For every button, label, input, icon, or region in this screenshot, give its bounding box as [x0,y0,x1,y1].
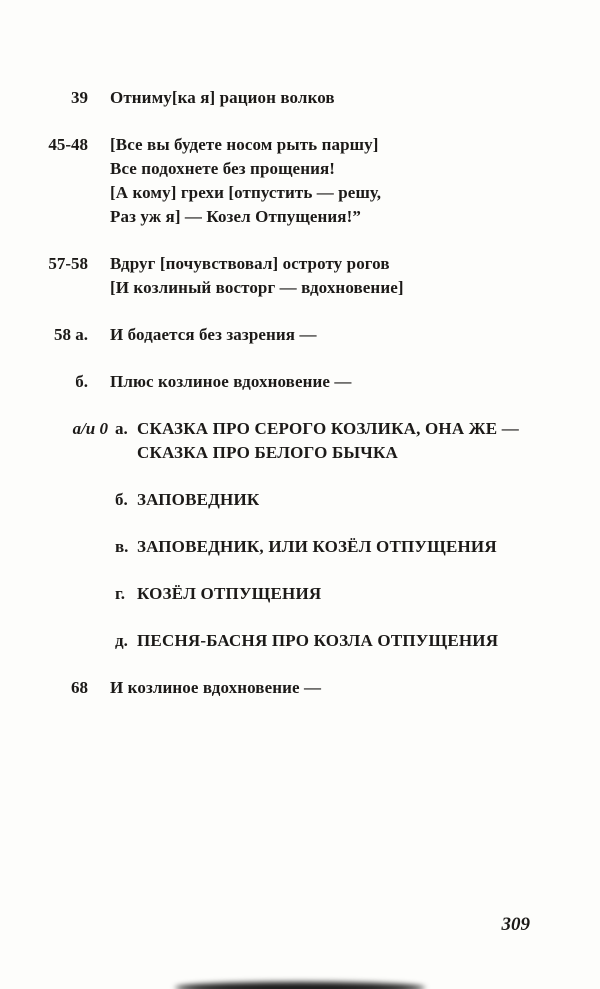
title-line: ЗАПОВЕДНИК, ИЛИ КОЗЁЛ ОТПУЩЕНИЯ [137,537,497,556]
verse-lines [110,323,317,347]
title-lines [137,535,497,559]
variant-row [0,323,600,347]
variant-row [0,86,600,110]
verse-line: Раз уж я] — Козел Отпущения!” [110,207,361,226]
verse-line: Все подохнете без прощения! [110,159,336,178]
title-lines [137,417,519,465]
verse-line: Плюс козлиное вдохновение — [110,372,352,391]
line-number: 45-48 [48,135,88,154]
line-number: 57-58 [48,254,88,273]
title-lines [137,629,498,653]
title-row [0,629,600,653]
verse-lines [110,86,335,110]
variant-block-39 [0,86,600,110]
verse-lines [110,676,321,700]
variant-row [0,252,600,300]
title-row [0,417,600,465]
scan-edge-shadow [175,982,425,989]
title-variant-g [0,582,600,606]
variant-block-58a [0,323,600,347]
variant-block-58b [0,370,600,394]
title-row [0,535,600,559]
variant-letter: г. [115,584,126,603]
verse-lines [110,370,352,394]
verse-lines [110,133,381,229]
verse-line: И бодается без зазрения — [110,325,317,344]
title-variant-b [0,488,600,512]
title-line: СКАЗКА ПРО БЕЛОГО БЫЧКА [137,443,398,462]
variant-row [0,676,600,700]
title-line: ЗАПОВЕДНИК [137,490,260,509]
verse-line: [Все вы будете носом рыть паршу] [110,135,379,154]
variant-letter: б. [115,490,128,509]
apparatus-sigla: а/и 0 [72,419,108,438]
line-number: 39 [71,88,88,107]
variant-letter: в. [115,537,129,556]
verse-lines [110,252,404,300]
variant-block-57-58 [0,252,600,300]
verse-line: И козлиное вдохновение — [110,678,322,697]
verse-line: [И козлиный восторг — вдохновение] [110,278,404,297]
title-row [0,582,600,606]
title-lines [137,582,321,606]
variant-letter: а. [115,419,128,438]
variant-row [0,133,600,229]
title-variant-a [0,417,600,465]
line-number: 68 [71,678,88,697]
variant-row [0,370,600,394]
verse-line: Вдруг [почувствовал] остроту рогов [110,254,390,273]
variant-block-68 [0,676,600,700]
variant-letter: д. [115,631,128,650]
page-number: 309 [501,914,530,935]
line-number: 58 а. [54,325,88,344]
title-row [0,488,600,512]
title-variant-v [0,535,600,559]
title-line: КОЗЁЛ ОТПУЩЕНИЯ [137,584,322,603]
title-variant-d [0,629,600,653]
title-line: СКАЗКА ПРО СЕРОГО КОЗЛИКА, ОНА ЖЕ — [137,419,519,438]
title-line: ПЕСНЯ-БАСНЯ ПРО КОЗЛА ОТПУЩЕНИЯ [137,631,499,650]
verse-line: [А кому] грехи [отпустить — решу, [110,183,382,202]
variant-letter: б. [75,372,88,391]
verse-line: Отниму[ка я] рацион волков [110,88,335,107]
title-lines [137,488,259,512]
variant-block-45-48 [0,133,600,229]
